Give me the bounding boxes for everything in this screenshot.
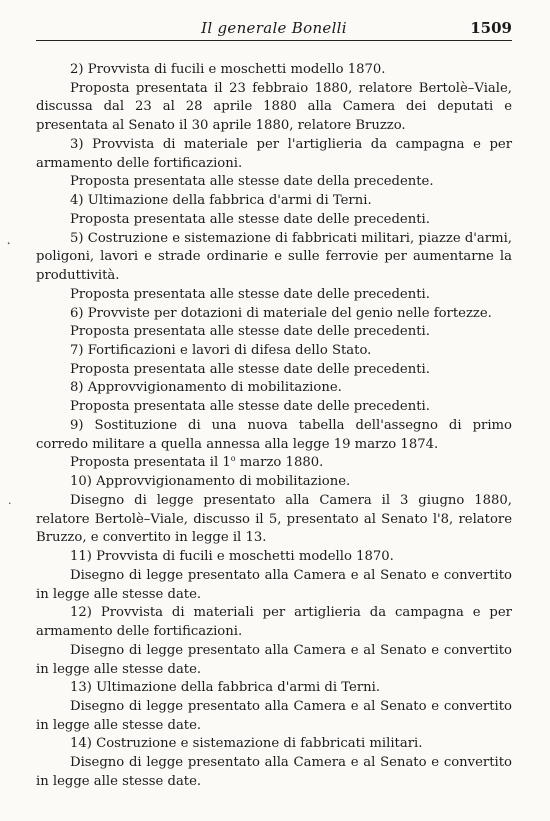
paragraph: 4) Ultimazione della fabbrica d'armi di Terni. [70, 193, 372, 209]
paragraph: Disegno di legge presentato alla Camera e al Senato e convertito in legge alle stesse date. [36, 755, 512, 789]
paragraph: Disegno di legge presentato alla Camera e al Senato e convertito in legge alle stesse date. [36, 642, 512, 677]
paragraph: Proposta presentata alle stesse date della precedente. [70, 174, 434, 190]
paragraph: 11) Provvista di fucili e moschetti modello 1870. [70, 549, 394, 565]
paragraph: Proposta presentata alle stesse date delle precedenti. [70, 399, 430, 415]
paragraph: 14) Costruzione e sistemazione di fabbricati militari. [70, 736, 423, 752]
scan-speck: ˛ [6, 232, 12, 245]
scan-speck: · [8, 497, 12, 510]
paragraph: Proposta presentata alle stesse date delle precedenti. [70, 324, 430, 340]
paragraph: 8) Approvvigionamento di mobilitazione. [70, 380, 342, 396]
paragraph: Disegno di legge presentato alla Camera e al Senato e convertito in legge alle stesse date. [36, 567, 512, 602]
paragraph: 10) Approvvigionamento di mobilitazione. [70, 474, 351, 490]
running-title: Il generale Bonelli [201, 19, 347, 37]
page-number: 1509 [470, 19, 512, 37]
paragraph: Proposta presentata alle stesse date delle precedenti. [70, 211, 430, 227]
paragraph: Proposta presentata il 23 febbraio 1880, relatore Bertolè–Viale, discussa dal 23 al 28 aprile 1880 alla Camera dei deputati e presentata al Senato il 30 aprile 1880, relatore Bruzzo. [36, 80, 512, 134]
paragraph: 9) Sostituzione di una nuova tabella dell'assegno di primo corredo militare a quella annessa alla legge 19 marzo 1874. [36, 417, 512, 452]
page-body [36, 61, 512, 792]
paragraph: 6) Provviste per dotazioni di materiale del genio nelle fortezze. [70, 305, 492, 321]
paragraph: 7) Fortificazioni e lavori di difesa dello Stato. [70, 343, 372, 359]
paragraph: Disegno di legge presentato alla Camera il 3 giugno 1880, relatore Bertolè–Viale, discusso il 5, presentato al Senato l'8, relatore Bruzzo, e convertito in legge il 13. [36, 492, 512, 546]
paragraph: 12) Provvista di materiali per artiglieria da campagna e per armamento delle fortificazioni. [36, 605, 512, 640]
paragraph-proposal-1880 [36, 454, 512, 473]
ordinal-superscript: o [230, 454, 236, 464]
paragraph: 5) Costruzione e sistemazione di fabbricati militari, piazze d'armi, poligoni, lavori e strade ordinarie e sulle ferrovie per aumentarne la produttività. [36, 230, 512, 284]
paragraph: Proposta presentata alle stesse date delle precedenti. [70, 361, 430, 377]
proposal-prefix: Proposta presentata il 1 [70, 455, 231, 471]
paragraph: Proposta presentata alle stesse date delle precedenti. [70, 286, 430, 302]
proposal-suffix: marzo 1880. [235, 455, 324, 471]
paragraph: 2) Provvista di fucili e moschetti modello 1870. [70, 62, 386, 77]
paragraph: Disegno di legge presentato alla Camera e al Senato e convertito in legge alle stesse date. [36, 698, 512, 733]
paragraph: 13) Ultimazione della fabbrica d'armi di Terni. [70, 680, 381, 696]
running-header [36, 18, 512, 41]
paragraph: 3) Provvista di materiale per l'artiglieria da campagna e per armamento delle fortificazioni. [36, 136, 512, 171]
